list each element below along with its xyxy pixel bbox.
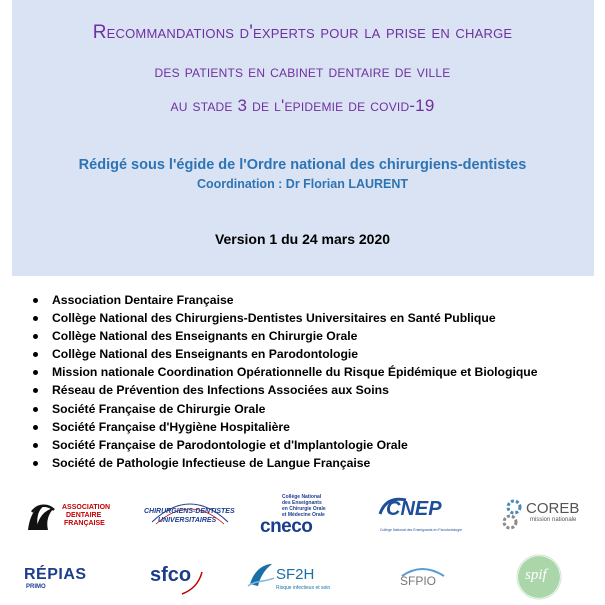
coreb-gear-icon (502, 498, 526, 532)
coordination: Coordination : Dr Florian LAURENT (196, 177, 409, 191)
list-item (30, 418, 590, 436)
cneco-line-3: en Chirurgie Orale (282, 506, 326, 512)
repias-brand: RÉPIAS (24, 566, 87, 583)
bullet-icon (33, 461, 38, 466)
sfco-brand: sfco (150, 564, 192, 586)
cneco-line-4: et Médecine Orale (282, 512, 325, 518)
adf-line-3: FRANÇAISE (64, 520, 105, 527)
list-item (30, 309, 590, 327)
sfco-swoosh-icon (150, 558, 210, 596)
logo-sfpio (396, 562, 456, 596)
cncdusp-line-1: CHIRURGIENS-DENTISTES (144, 508, 235, 515)
cneco-line-1: Collège National (282, 494, 322, 500)
organization-name: Association Dentaire Française (52, 293, 234, 307)
organization-name: Collège National des Enseignants en Parodontologie (52, 347, 359, 362)
bullet-icon (33, 407, 38, 412)
logo-adf (24, 498, 124, 538)
logo-repias (24, 566, 124, 594)
title-line-2: des patients en cabinet dentaire de ville (154, 62, 451, 81)
bullet-icon (33, 443, 38, 448)
list-item (30, 436, 590, 454)
cneco-brand: cneco (260, 516, 313, 537)
sf2h-caption: Risque infectieux et soin (276, 585, 331, 591)
subtitle: Rédigé sous l'égide de l'Ordre national des chirurgiens-dentistes (78, 157, 527, 173)
bullet-icon (33, 425, 38, 430)
organization-name: Société Française de Chirurgie Orale (52, 401, 266, 416)
logo-coreb (502, 498, 597, 538)
cncdusp-line-2: UNIVERSITAIRES (158, 517, 217, 524)
logo-cnep (376, 494, 486, 538)
title-line-1: Recommandations d'experts pour la prise en charge (92, 22, 513, 43)
bullet-icon (33, 334, 38, 339)
adf-line-2: DENTAIRE (66, 512, 102, 519)
bullet-icon (33, 298, 38, 303)
spilf-brand: spif (525, 567, 547, 583)
list-item (30, 291, 590, 309)
coreb-line-1: mission nationale (530, 517, 577, 523)
list-item (30, 381, 590, 399)
list-item (30, 345, 590, 363)
bullet-icon (33, 370, 38, 375)
adf-tooth-icon (24, 500, 58, 534)
version-date: Version 1 du 24 mars 2020 (214, 231, 391, 247)
adf-line-1: ASSOCIATION (62, 504, 111, 511)
list-item (30, 363, 590, 381)
cneco-line-2: des Enseignants (282, 500, 322, 506)
bullet-icon (33, 352, 38, 357)
logo-sf2h (246, 560, 336, 598)
organization-name: Société de Pathologie Infectieuse de Langue Française (52, 455, 371, 470)
sfpio-brand: SFPIO (400, 574, 437, 588)
organization-name: Collège National des Enseignants en Chirurgie Orale (52, 329, 358, 344)
logo-cncdusp (140, 492, 240, 536)
repias-sub: PRIMO (26, 584, 46, 590)
cnep-caption: Collège National des Enseignants en Parodontologie (380, 528, 462, 532)
title-line-3: au stade 3 de l'epidemie de covid-19 (170, 96, 435, 115)
organization-name: Société Française d'Hygiène Hospitalière (52, 419, 290, 434)
sf2h-brand: SF2H (276, 566, 315, 583)
organization-name: Collège National des Chirurgiens-Dentistes Universitaires en Santé Publique (52, 311, 496, 326)
logo-sfco (150, 558, 210, 596)
logo-cneco (258, 494, 338, 540)
logo-spilf (516, 554, 562, 600)
list-item (30, 400, 590, 418)
organization-name: Société Française de Parodontologie et d'Implantologie Orale (52, 437, 408, 452)
list-item (30, 327, 590, 345)
organization-list (30, 291, 590, 472)
organization-name: Réseau de Prévention des Infections Associées aux Soins (52, 383, 389, 398)
bullet-icon (33, 388, 38, 393)
cnep-brand: CNEP (386, 498, 442, 520)
coreb-brand: COREB (526, 500, 580, 517)
list-item (30, 454, 590, 472)
sf2h-leaf-icon (246, 560, 276, 590)
bullet-icon (33, 316, 38, 321)
organization-name: Mission nationale Coordination Opérationnelle du Risque Épidémique et Biologique (52, 365, 538, 380)
